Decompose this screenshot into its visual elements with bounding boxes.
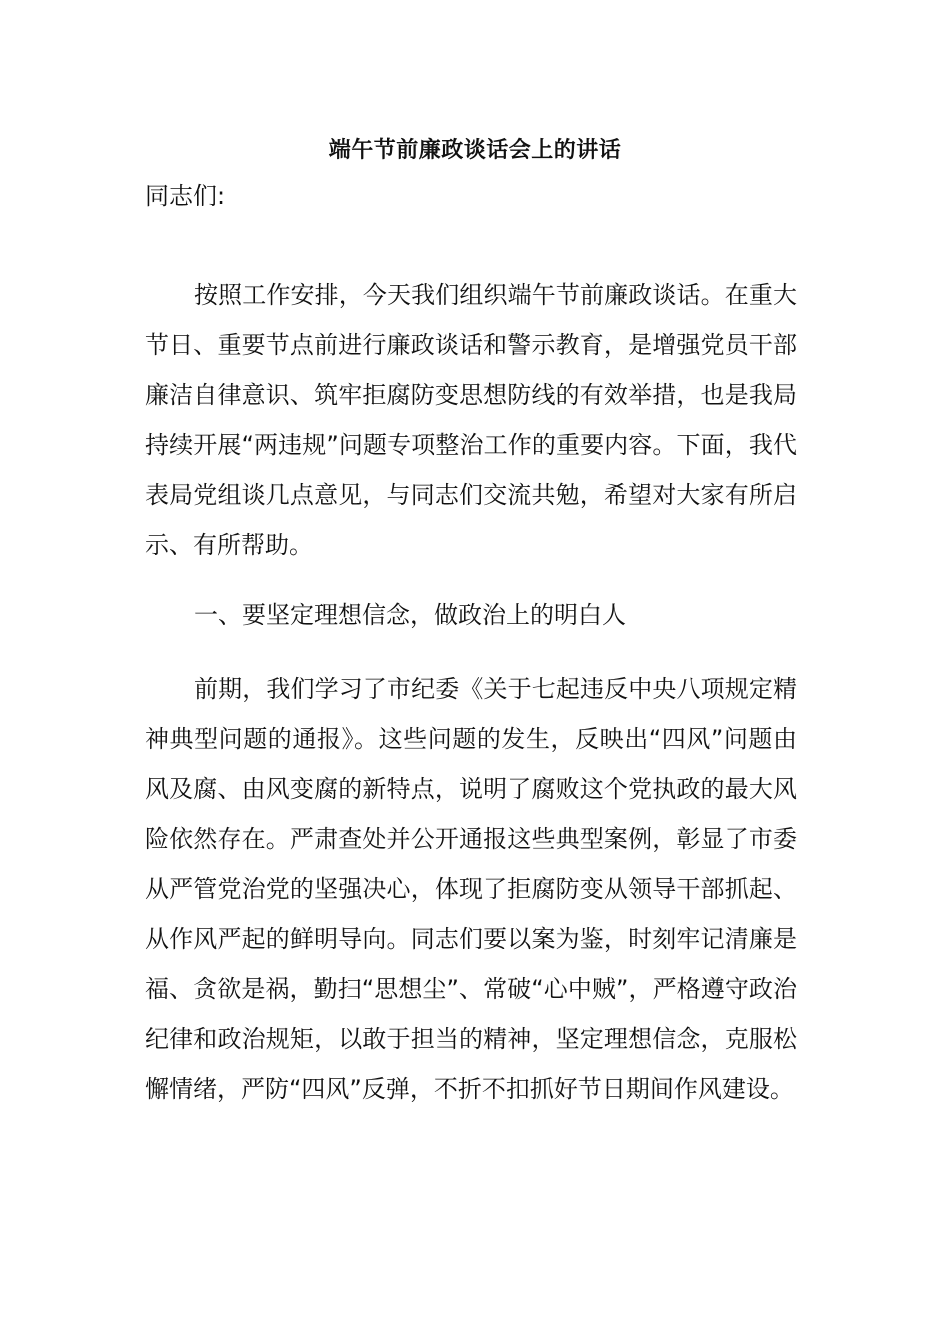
document-title: 端午节前廉政谈话会上的讲话 (328, 138, 622, 163)
section-heading-1: 一、要坚定理想信念，做政治上的明白人 (194, 601, 626, 629)
paragraph-section-1: 前期，我们学习了市纪委《关于七起违反中央八项规定精神典型问题的通报》。这些问题的发生，反映出“四风”问题由风及腐、由风变腐的新特点，说明了腐败这个党执政的最大风险依然存在。严肃查处并公开通报这些典型案例，彰显了市委从严管党治党的坚强决心，体现了拒腐防变从领导干部抓起、从作风严起的鲜明导向。同志们要以案为鉴，时刻牢记清廉是福、贪欲是祸，勤扫“思想尘”、常破“心中贼”，严格遵守政治纪律和政治规矩，以敢于担当的精神，坚定理想信念，克服松懈情绪，严防“四风”反弹，不折不扣抓好节日期间作风建设。 (145, 675, 797, 1103)
salutation: 同志们: (145, 182, 226, 210)
paragraph-intro: 按照工作安排，今天我们组织端午节前廉政谈话。在重大节日、重要节点前进行廉政谈话和警示教育，是增强党员干部廉洁自律意识、筑牢拒腐防变思想防线的有效举措，也是我局持续开展“两违规”问题专项整治工作的重要内容。下面，我代表局党组谈几点意见，与同志们交流共勉，希望对大家有所启示、有所帮助。 (145, 281, 797, 559)
